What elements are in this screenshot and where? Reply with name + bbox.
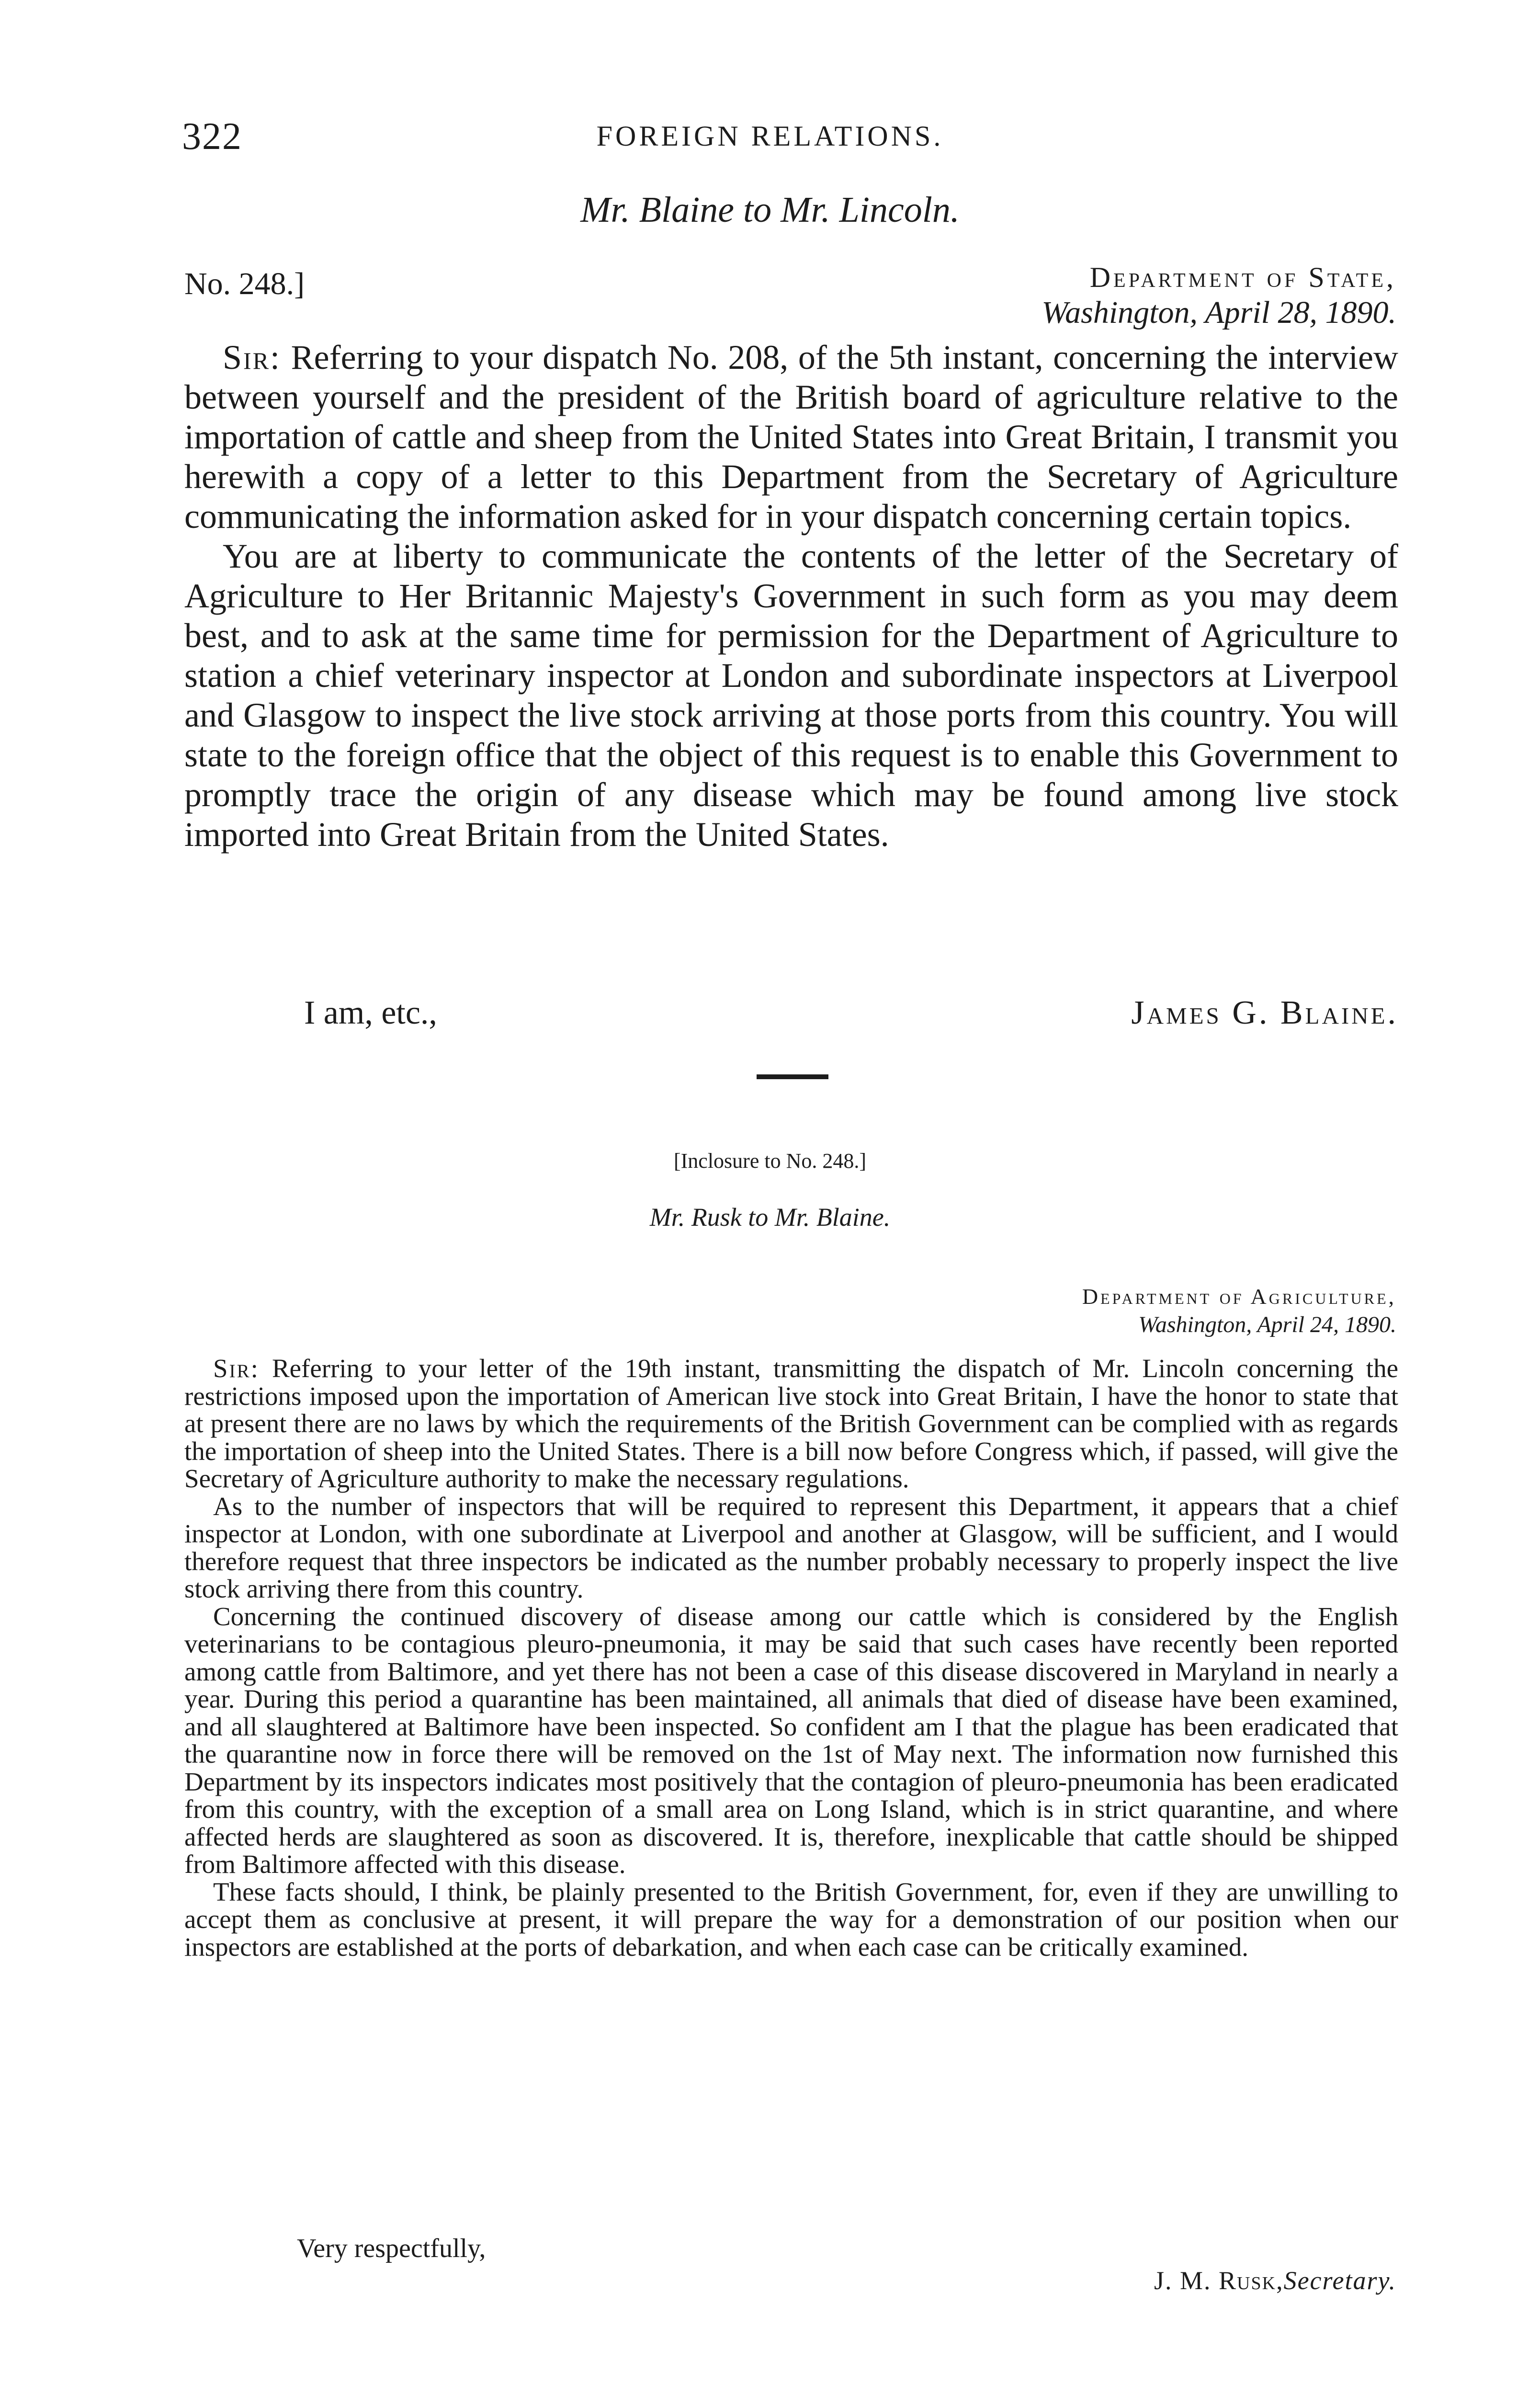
- inclosure-body: [184, 1355, 1398, 1961]
- inclosure-signature-title: Secretary.: [1283, 2266, 1396, 2295]
- letter-number: No. 248.]: [184, 266, 305, 301]
- inclosure-closing: Very respectfully,: [297, 2234, 486, 2263]
- inclosure-salutation: Sir:: [213, 1354, 260, 1383]
- running-head: [182, 115, 1358, 168]
- inclosure-paragraph: These facts should, I think, be plainly presented to the British Government, for, even if they are unwilling to accept them as conclusive at present, it will prepare the way for a demonstration of our position when our inspectors are established at the ports of debarkation, and when each case can be critically examined.: [184, 1877, 1398, 1962]
- letter-paragraph: You are at liberty to communicate the contents of the letter of the Secretary of Agriculture to Her Britannic Majesty's Government in such form as you may deem best, and to ask at the same time for permission for the Department of Agriculture to station a chief veterinary inspector at London and subordinate inspectors at Liverpool and Glasgow to inspect the live stock arriving at those ports from this country. You will state to the foreign office that the object of this request is to enable this Government to promptly trace the origin of any disease which may be found among live stock imported into Great Britain from the United States.: [184, 537, 1398, 854]
- letter-closing: I am, etc.,: [304, 994, 437, 1031]
- letter-signature: James G. Blaine.: [1131, 994, 1398, 1031]
- inclosure-signature-name: J. M. Rusk,: [1154, 2266, 1284, 2295]
- inclosure-signature: [1154, 2266, 1396, 2295]
- inclosure-paragraph: Concerning the continued discovery of disease among our cattle which is considered by the English veterinarians to be contagious pleuro-pneumonia, it may be said that such cases have recently been reported among cattle from Baltimore, and yet there has not been a case of this disease discovered in Maryland in nearly a year. During this period a quarantine has been maintained, all animals that died of disease have been examined, and all slaughtered at Baltimore have been inspected. So confident am I that the plague has been eradicated that the quarantine now in force there will be removed on the 1st of May next. The information now furnished this Department by its inspectors indicates most positively that the contagion of pleuro-pneumonia has been eradicated from this country, with the exception of a small area on Long Island, which is in strict quarantine, and where affected herds are slaughtered as soon as discovered. It is, therefore, inexplicable that cattle should be shipped from Baltimore affected with this disease.: [184, 1601, 1398, 1879]
- letter-closing-row: [184, 994, 1398, 1037]
- section-divider: [757, 1074, 828, 1079]
- inclosure-department: Department of Agriculture,: [1082, 1284, 1396, 1309]
- letter-body: [184, 338, 1398, 855]
- letter-dateline: Washington, April 28, 1890.: [1042, 295, 1396, 330]
- letter-department: Department of State,: [1089, 262, 1396, 293]
- inclosure-heading: Mr. Rusk to Mr. Blaine.: [649, 1203, 891, 1232]
- inclosure-label: [Inclosure to No. 248.]: [673, 1149, 866, 1173]
- letter-salutation: Sir:: [223, 338, 282, 376]
- inclosure-paragraph: Sir: Referring to your letter of the 19th instant, transmitting the dispatch of Mr. Lincoln concerning the restrictions imposed upon the importation of American live stock into Great Britain, I have the honor to state that at present there are no laws by which the requirements of the British Government can be complied with as regards the importation of sheep into the United States. There is a bill now before Congress which, if passed, will give the Secretary of Agriculture authority to make the necessary regulations.: [184, 1354, 1398, 1493]
- inclosure-paragraph: As to the number of inspectors that will be required to represent this Department, it appears that a chief inspector at London, with one subordinate at Liverpool and another at Glasgow, will be sufficient, and I would therefore request that three inspectors be indicated as the number probably necessary to properly inspect the live stock arriving there from this country.: [184, 1491, 1398, 1603]
- letter-heading: Mr. Blaine to Mr. Lincoln.: [580, 190, 960, 230]
- inclosure-dateline: Washington, April 24, 1890.: [1138, 1312, 1396, 1337]
- page-number: 322: [182, 115, 242, 158]
- letter-paragraph: Sir: Referring to your dispatch No. 208, of the 5th instant, concerning the interview between yourself and the president of the British board of agriculture relative to the importation of cattle and sheep from the United States into Great Britain, I transmit you herewith a copy of a letter to this Department from the Secretary of Agriculture communicating the information asked for in your dispatch concerning certain topics.: [184, 338, 1398, 536]
- running-title: FOREIGN RELATIONS.: [596, 120, 944, 152]
